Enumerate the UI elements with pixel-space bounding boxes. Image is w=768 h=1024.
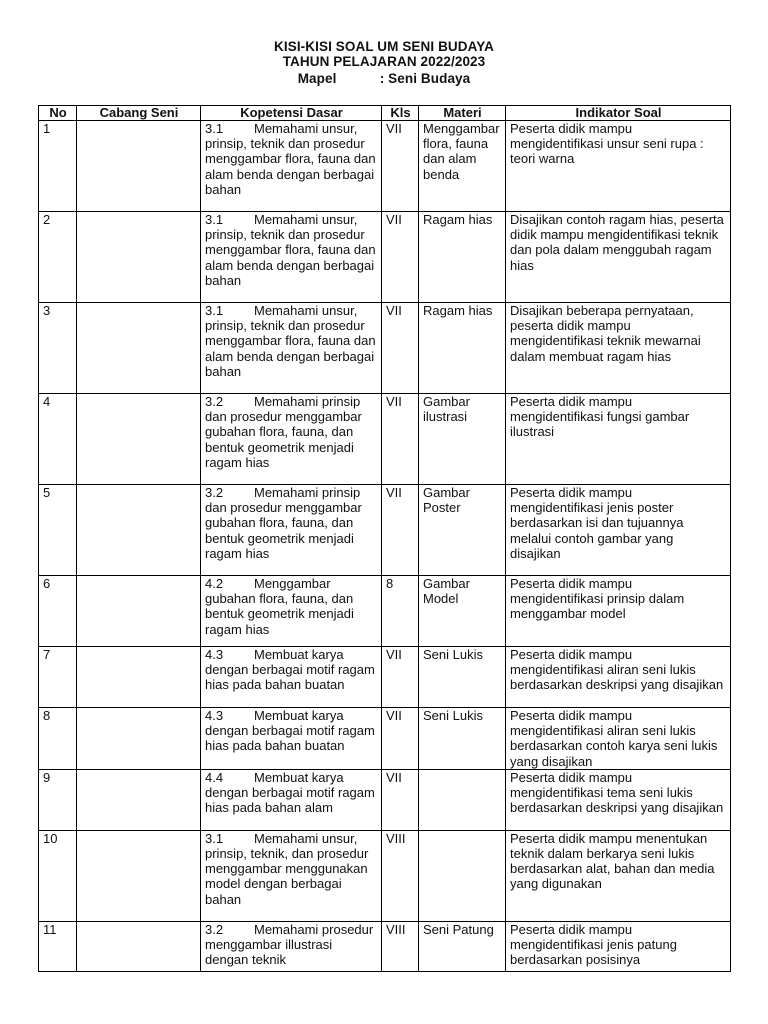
cell-kelas: VII — [382, 121, 419, 212]
cell-kelas: VII — [382, 303, 419, 394]
kd-text: Memahami prinsip dan prosedur menggambar gubahan flora, fauna, dan bentuk geometrik menjadi ragam hias — [205, 485, 362, 561]
kd-text: Menggambar gubahan flora, fauna, dan bentuk geometrik menjadi ragam hias — [205, 576, 354, 637]
cell-no: 8 — [39, 708, 77, 770]
cell-indikator-soal: Peserta didik mampu menentukan teknik dalam berkarya seni lukis berdasarkan alat, bahan dan media yang digunakan — [506, 830, 731, 921]
table-row — [39, 212, 731, 303]
cell-materi: Gambar Model — [419, 576, 506, 647]
mapel-value: : Seni Budaya — [379, 71, 471, 86]
cell-kompetensi-dasar — [201, 921, 382, 971]
cell-kompetensi-dasar — [201, 576, 382, 647]
table-row — [39, 121, 731, 212]
kd-text: Memahami unsur, prinsip, teknik dan prosedur menggambar flora, fauna dan alam benda dengan berbagai bahan — [205, 212, 376, 288]
kd-number: 3.2 — [205, 921, 224, 937]
kd-number: 3.1 — [205, 830, 224, 846]
cell-cabang-seni — [77, 921, 201, 971]
cell-kompetensi-dasar — [201, 394, 382, 485]
cell-cabang-seni — [77, 121, 201, 212]
cell-no: 5 — [39, 485, 77, 576]
table-row — [39, 394, 731, 485]
cell-no: 7 — [39, 647, 77, 708]
cell-indikator-soal: Disajikan contoh ragam hias, peserta didik mampu mengidentifikasi teknik dan pola dalam menggubah ragam hias — [506, 212, 731, 303]
cell-materi — [419, 830, 506, 921]
kd-number: 4.2 — [205, 576, 224, 591]
cell-indikator-soal: Peserta didik mampu mengidentifikasi aliran seni lukis berdasarkan deskripsi yang disajikan — [506, 647, 731, 708]
cell-no: 10 — [39, 830, 77, 921]
cell-materi: Seni Patung — [419, 921, 506, 971]
kd-number: 3.1 — [205, 303, 224, 318]
cell-no: 3 — [39, 303, 77, 394]
cell-no: 11 — [39, 921, 77, 971]
kd-text: Memahami unsur, prinsip, teknik dan prosedur menggambar flora, fauna dan alam benda dengan berbagai bahan — [205, 303, 376, 379]
cell-cabang-seni — [77, 647, 201, 708]
cell-kompetensi-dasar — [201, 830, 382, 921]
cell-materi: Gambar ilustrasi — [419, 394, 506, 485]
cell-materi: Ragam hias — [419, 303, 506, 394]
table-row — [39, 485, 731, 576]
kd-text: Memahami prinsip dan prosedur menggambar gubahan flora, fauna, dan bentuk geometrik menjadi ragam hias — [205, 394, 362, 470]
mapel-label: Mapel — [297, 71, 337, 86]
cell-indikator-soal: Disajikan beberapa pernyataan, peserta didik mampu mengidentifikasi teknik mewarnai dalam membuat ragam hias — [506, 303, 731, 394]
table-row — [39, 708, 731, 770]
kd-number: 3.2 — [205, 394, 224, 409]
cell-kelas: VII — [382, 769, 419, 830]
cell-no: 9 — [39, 769, 77, 830]
cell-kompetensi-dasar — [201, 708, 382, 770]
col-header-materi: Materi — [419, 106, 506, 121]
kd-text: Membuat karya dengan berbagai motif ragam hias pada bahan buatan — [205, 647, 375, 693]
kd-text: Memahami unsur, prinsip, teknik, dan prosedur menggambar menggunakan model dengan berbagai bahan — [205, 830, 369, 907]
kd-text: Memahami unsur, prinsip, teknik dan prosedur menggambar flora, fauna dan alam benda dengan berbagai bahan — [205, 121, 376, 197]
cell-cabang-seni — [77, 485, 201, 576]
col-header-no: No — [39, 106, 77, 121]
kd-number: 4.4 — [205, 769, 224, 785]
cell-materi: Seni Lukis — [419, 708, 506, 770]
cell-cabang-seni — [77, 212, 201, 303]
doc-title: KISI-KISI SOAL UM SENI BUDAYA — [274, 39, 494, 54]
table-row — [39, 830, 731, 921]
cell-kelas: VIII — [382, 921, 419, 971]
mapel-line — [0, 71, 768, 86]
cell-indikator-soal: Peserta didik mampu mengidentifikasi tema seni lukis berdasarkan deskripsi yang disajikan — [506, 769, 731, 830]
cell-cabang-seni — [77, 769, 201, 830]
cell-kompetensi-dasar — [201, 647, 382, 708]
kd-text: Membuat karya dengan berbagai motif ragam hias pada bahan alam — [205, 769, 375, 816]
cell-no: 4 — [39, 394, 77, 485]
table-row — [39, 921, 731, 971]
table-row — [39, 647, 731, 708]
cell-kelas: VII — [382, 212, 419, 303]
cell-indikator-soal: Peserta didik mampu mengidentifikasi fungsi gambar ilustrasi — [506, 394, 731, 485]
cell-materi — [419, 769, 506, 830]
cell-kompetensi-dasar — [201, 769, 382, 830]
table-row — [39, 303, 731, 394]
kisi-kisi-table — [38, 105, 731, 972]
col-header-indikator-soal: Indikator Soal — [506, 106, 731, 121]
table-header-row — [39, 106, 731, 121]
cell-kelas: VII — [382, 647, 419, 708]
kd-number: 3.1 — [205, 212, 224, 227]
cell-materi: Menggambar flora, fauna dan alam benda — [419, 121, 506, 212]
table-row — [39, 576, 731, 647]
cell-kelas: VII — [382, 394, 419, 485]
col-header-kelas: Kls — [382, 106, 419, 121]
cell-kelas: VII — [382, 485, 419, 576]
cell-cabang-seni — [77, 394, 201, 485]
cell-cabang-seni — [77, 303, 201, 394]
doc-subtitle: TAHUN PELAJARAN 2022/2023 — [282, 54, 486, 69]
col-header-cabang-seni: Cabang Seni — [77, 106, 201, 121]
cell-kompetensi-dasar — [201, 303, 382, 394]
cell-indikator-soal: Peserta didik mampu mengidentifikasi jenis poster berdasarkan isi dan tujuannya melalui contoh gambar yang disajikan — [506, 485, 731, 576]
cell-materi: Gambar Poster — [419, 485, 506, 576]
cell-no: 6 — [39, 576, 77, 647]
cell-kelas: VIII — [382, 830, 419, 921]
cell-kompetensi-dasar — [201, 212, 382, 303]
cell-kompetensi-dasar — [201, 485, 382, 576]
cell-indikator-soal: Peserta didik mampu mengidentifikasi prinsip dalam menggambar model — [506, 576, 731, 647]
cell-indikator-soal: Peserta didik mampu mengidentifikasi jenis patung berdasarkan posisinya — [506, 921, 731, 971]
cell-no: 1 — [39, 121, 77, 212]
kd-number: 4.3 — [205, 647, 224, 662]
cell-kelas: VII — [382, 708, 419, 770]
cell-cabang-seni — [77, 576, 201, 647]
kd-number: 3.2 — [205, 485, 224, 500]
cell-indikator-soal: Peserta didik mampu mengidentifikasi aliran seni lukis berdasarkan contoh karya seni lukis yang disajikan — [506, 708, 731, 770]
table-row — [39, 769, 731, 830]
cell-indikator-soal: Peserta didik mampu mengidentifikasi unsur seni rupa : teori warna — [506, 121, 731, 212]
kd-text: Memahami prosedur menggambar illustrasi dengan teknik — [205, 921, 374, 968]
cell-kelas: 8 — [382, 576, 419, 647]
col-header-kompetensi-dasar: Kopetensi Dasar — [201, 106, 382, 121]
cell-no: 2 — [39, 212, 77, 303]
cell-kompetensi-dasar — [201, 121, 382, 212]
kd-text: Membuat karya dengan berbagai motif ragam hias pada bahan buatan — [205, 708, 375, 754]
cell-cabang-seni — [77, 830, 201, 921]
kd-number: 3.1 — [205, 121, 224, 136]
cell-materi: Seni Lukis — [419, 647, 506, 708]
cell-cabang-seni — [77, 708, 201, 770]
cell-materi: Ragam hias — [419, 212, 506, 303]
kd-number: 4.3 — [205, 708, 224, 723]
